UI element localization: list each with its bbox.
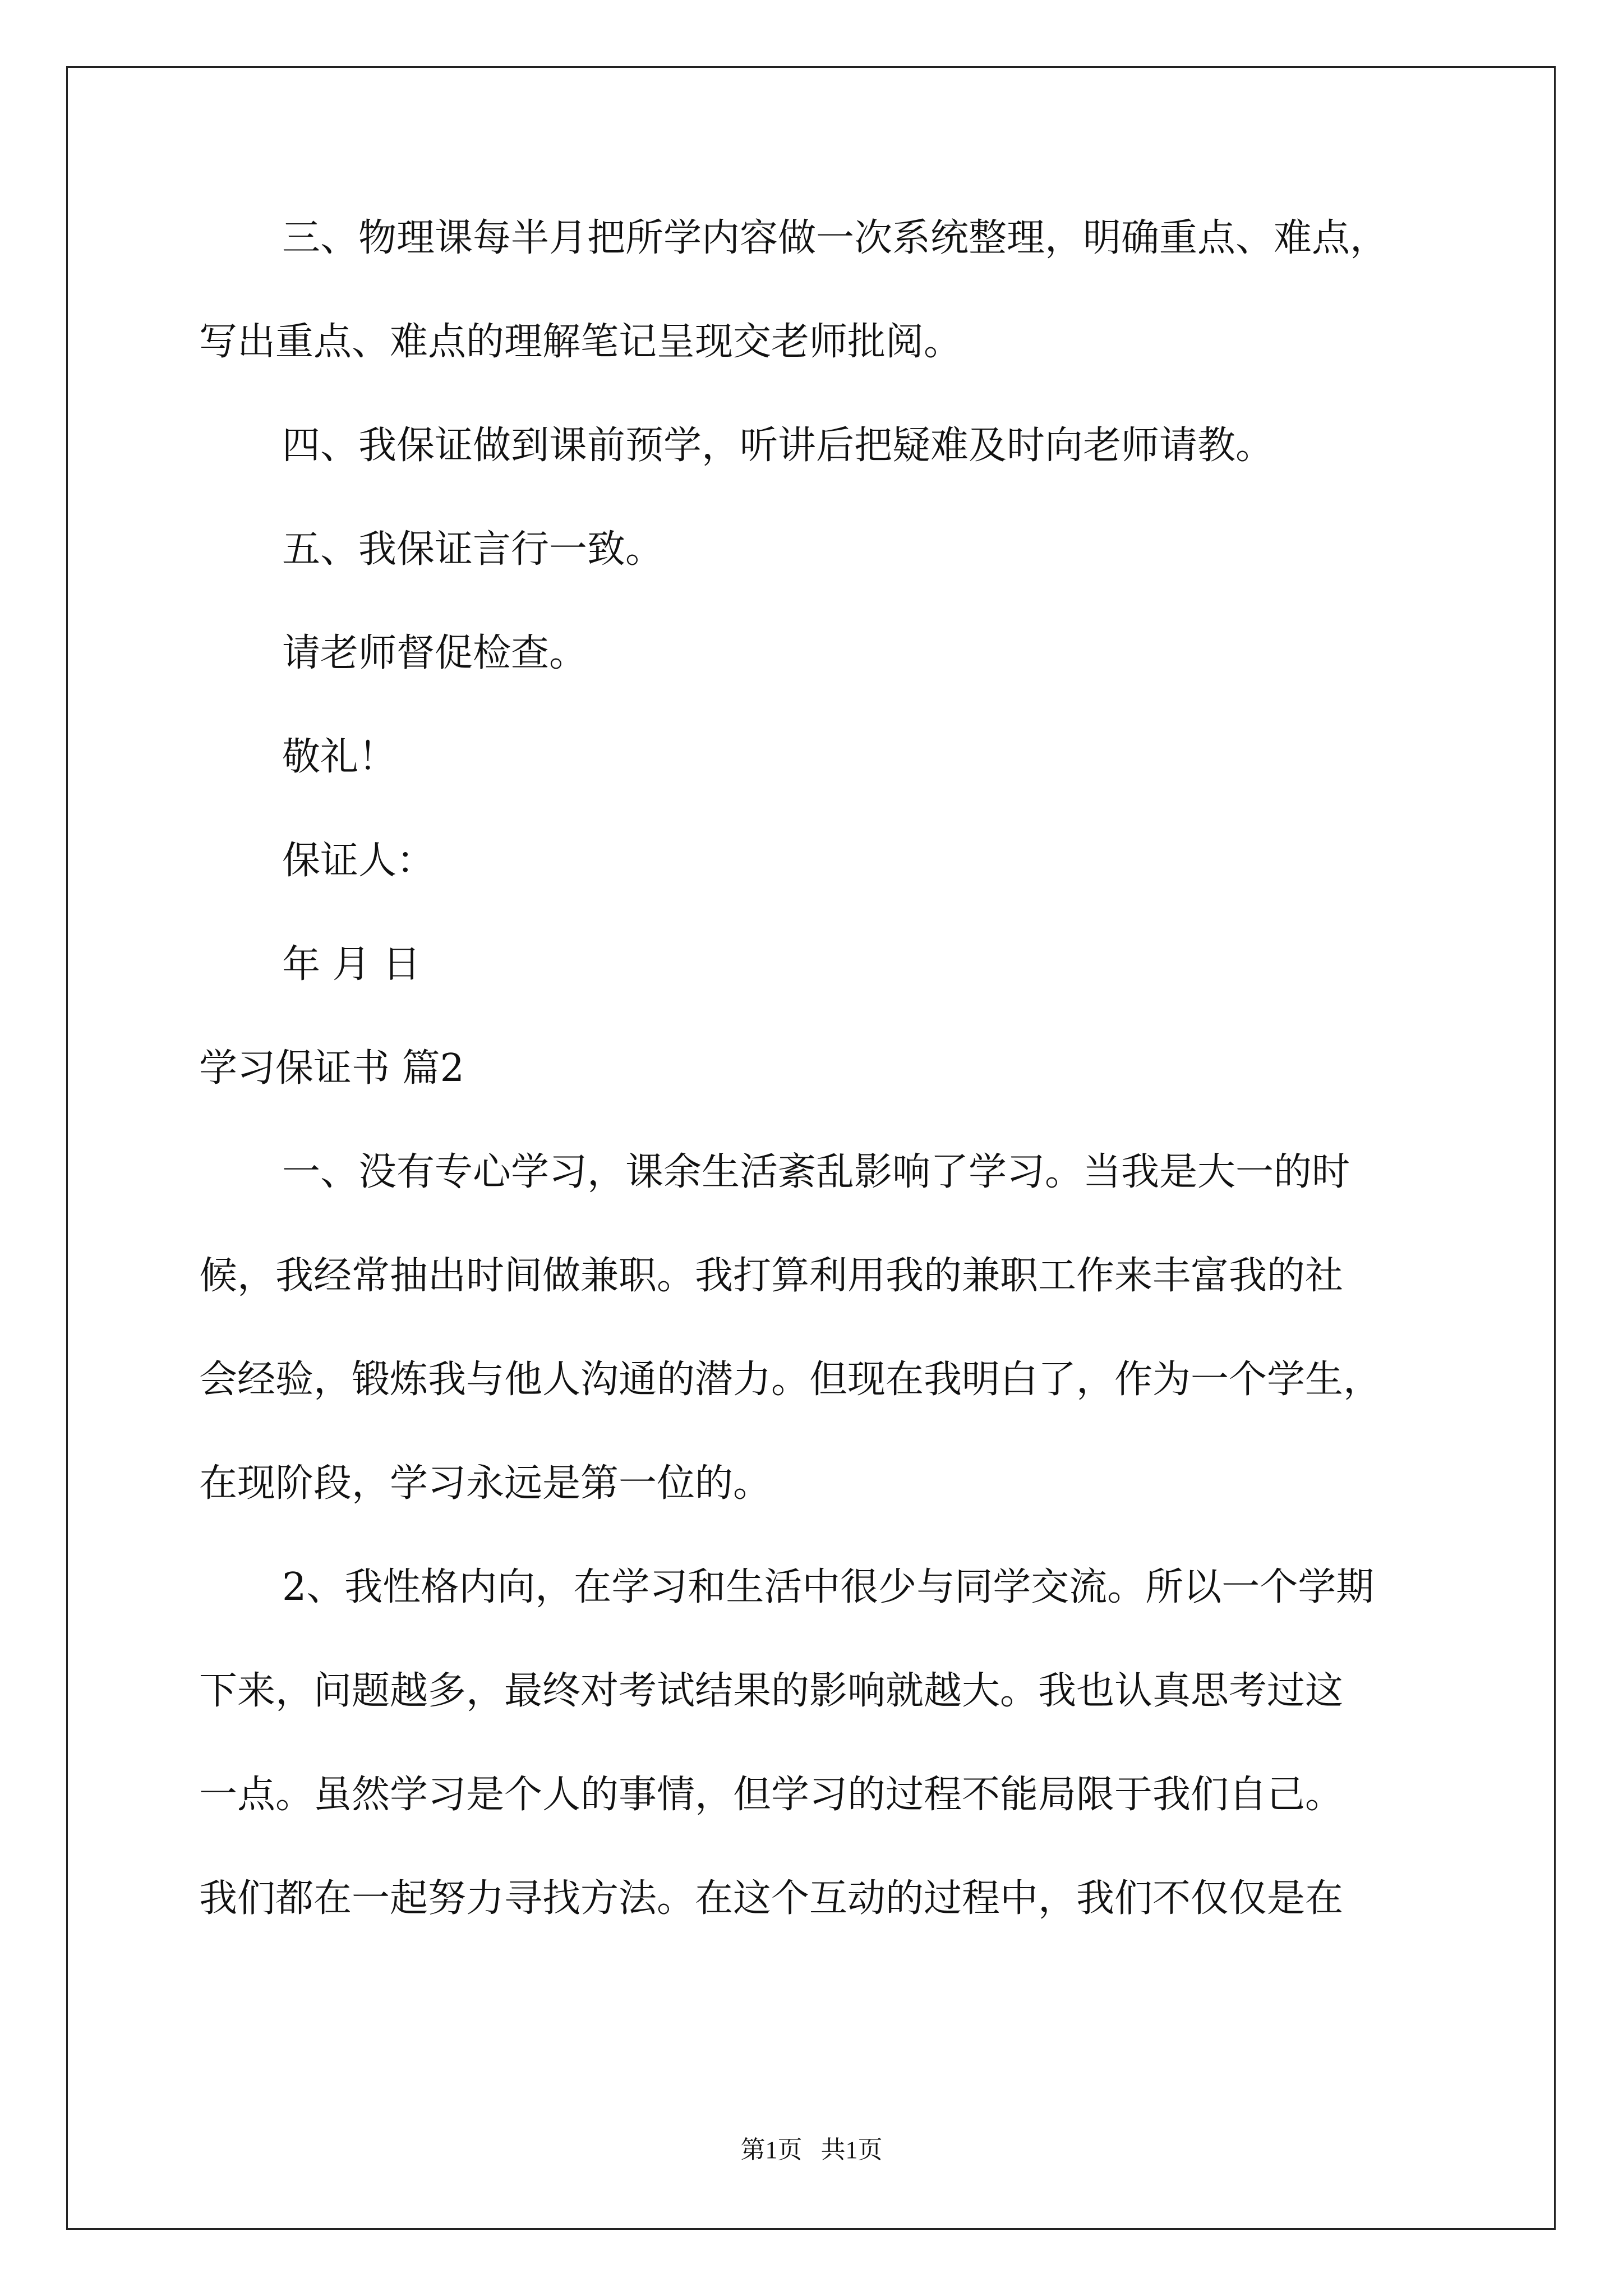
- paragraph-3-line-2: 写出重点、难点的理解笔记呈现交老师批阅。: [199, 320, 962, 364]
- date-line: 年 月 日: [282, 942, 421, 987]
- paragraph-b-line-3: 一点。虽然学习是个人的事情，但学习的过程不能局限于我们自己。: [199, 1773, 1344, 1817]
- paragraph-b-line-2: 下来，问题越多，最终对考试结果的影响就越大。我也认真思考过这: [199, 1669, 1344, 1713]
- guarantor-label: 保证人：: [282, 839, 435, 883]
- request-line: 请老师督促检查。: [282, 631, 588, 675]
- paragraph-a-line-4: 在现阶段，学习永远是第一位的。: [199, 1461, 772, 1506]
- paragraph-a-line-1: 一、没有专心学习，课余生活紊乱影响了学习。当我是大一的时: [282, 1150, 1350, 1194]
- paragraph-b-line-1: 2、我性格内向，在学习和生活中很少与同学交流。所以一个学期: [282, 1565, 1375, 1609]
- paragraph-4: 四、我保证做到课前预学，听讲后把疑难及时向老师请教。: [282, 424, 1274, 468]
- section-heading: 学习保证书 篇2: [199, 1046, 464, 1091]
- paragraph-5: 五、我保证言行一致。: [282, 527, 664, 572]
- paragraph-a-line-2: 候，我经常抽出时间做兼职。我打算利用我的兼职工作来丰富我的社: [199, 1254, 1344, 1298]
- paragraph-3-line-1: 三、物理课每半月把所学内容做一次系统整理，明确重点、难点，: [282, 216, 1389, 260]
- page-number: 第1页 共1页: [740, 2136, 883, 2164]
- paragraph-b-line-4: 我们都在一起努力寻找方法。在这个互动的过程中，我们不仅仅是在: [199, 1876, 1344, 1921]
- salutation: 敬礼！: [282, 735, 397, 779]
- paragraph-a-line-3: 会经验，锻炼我与他人沟通的潜力。但现在我明白了，作为一个学生，: [199, 1358, 1382, 1402]
